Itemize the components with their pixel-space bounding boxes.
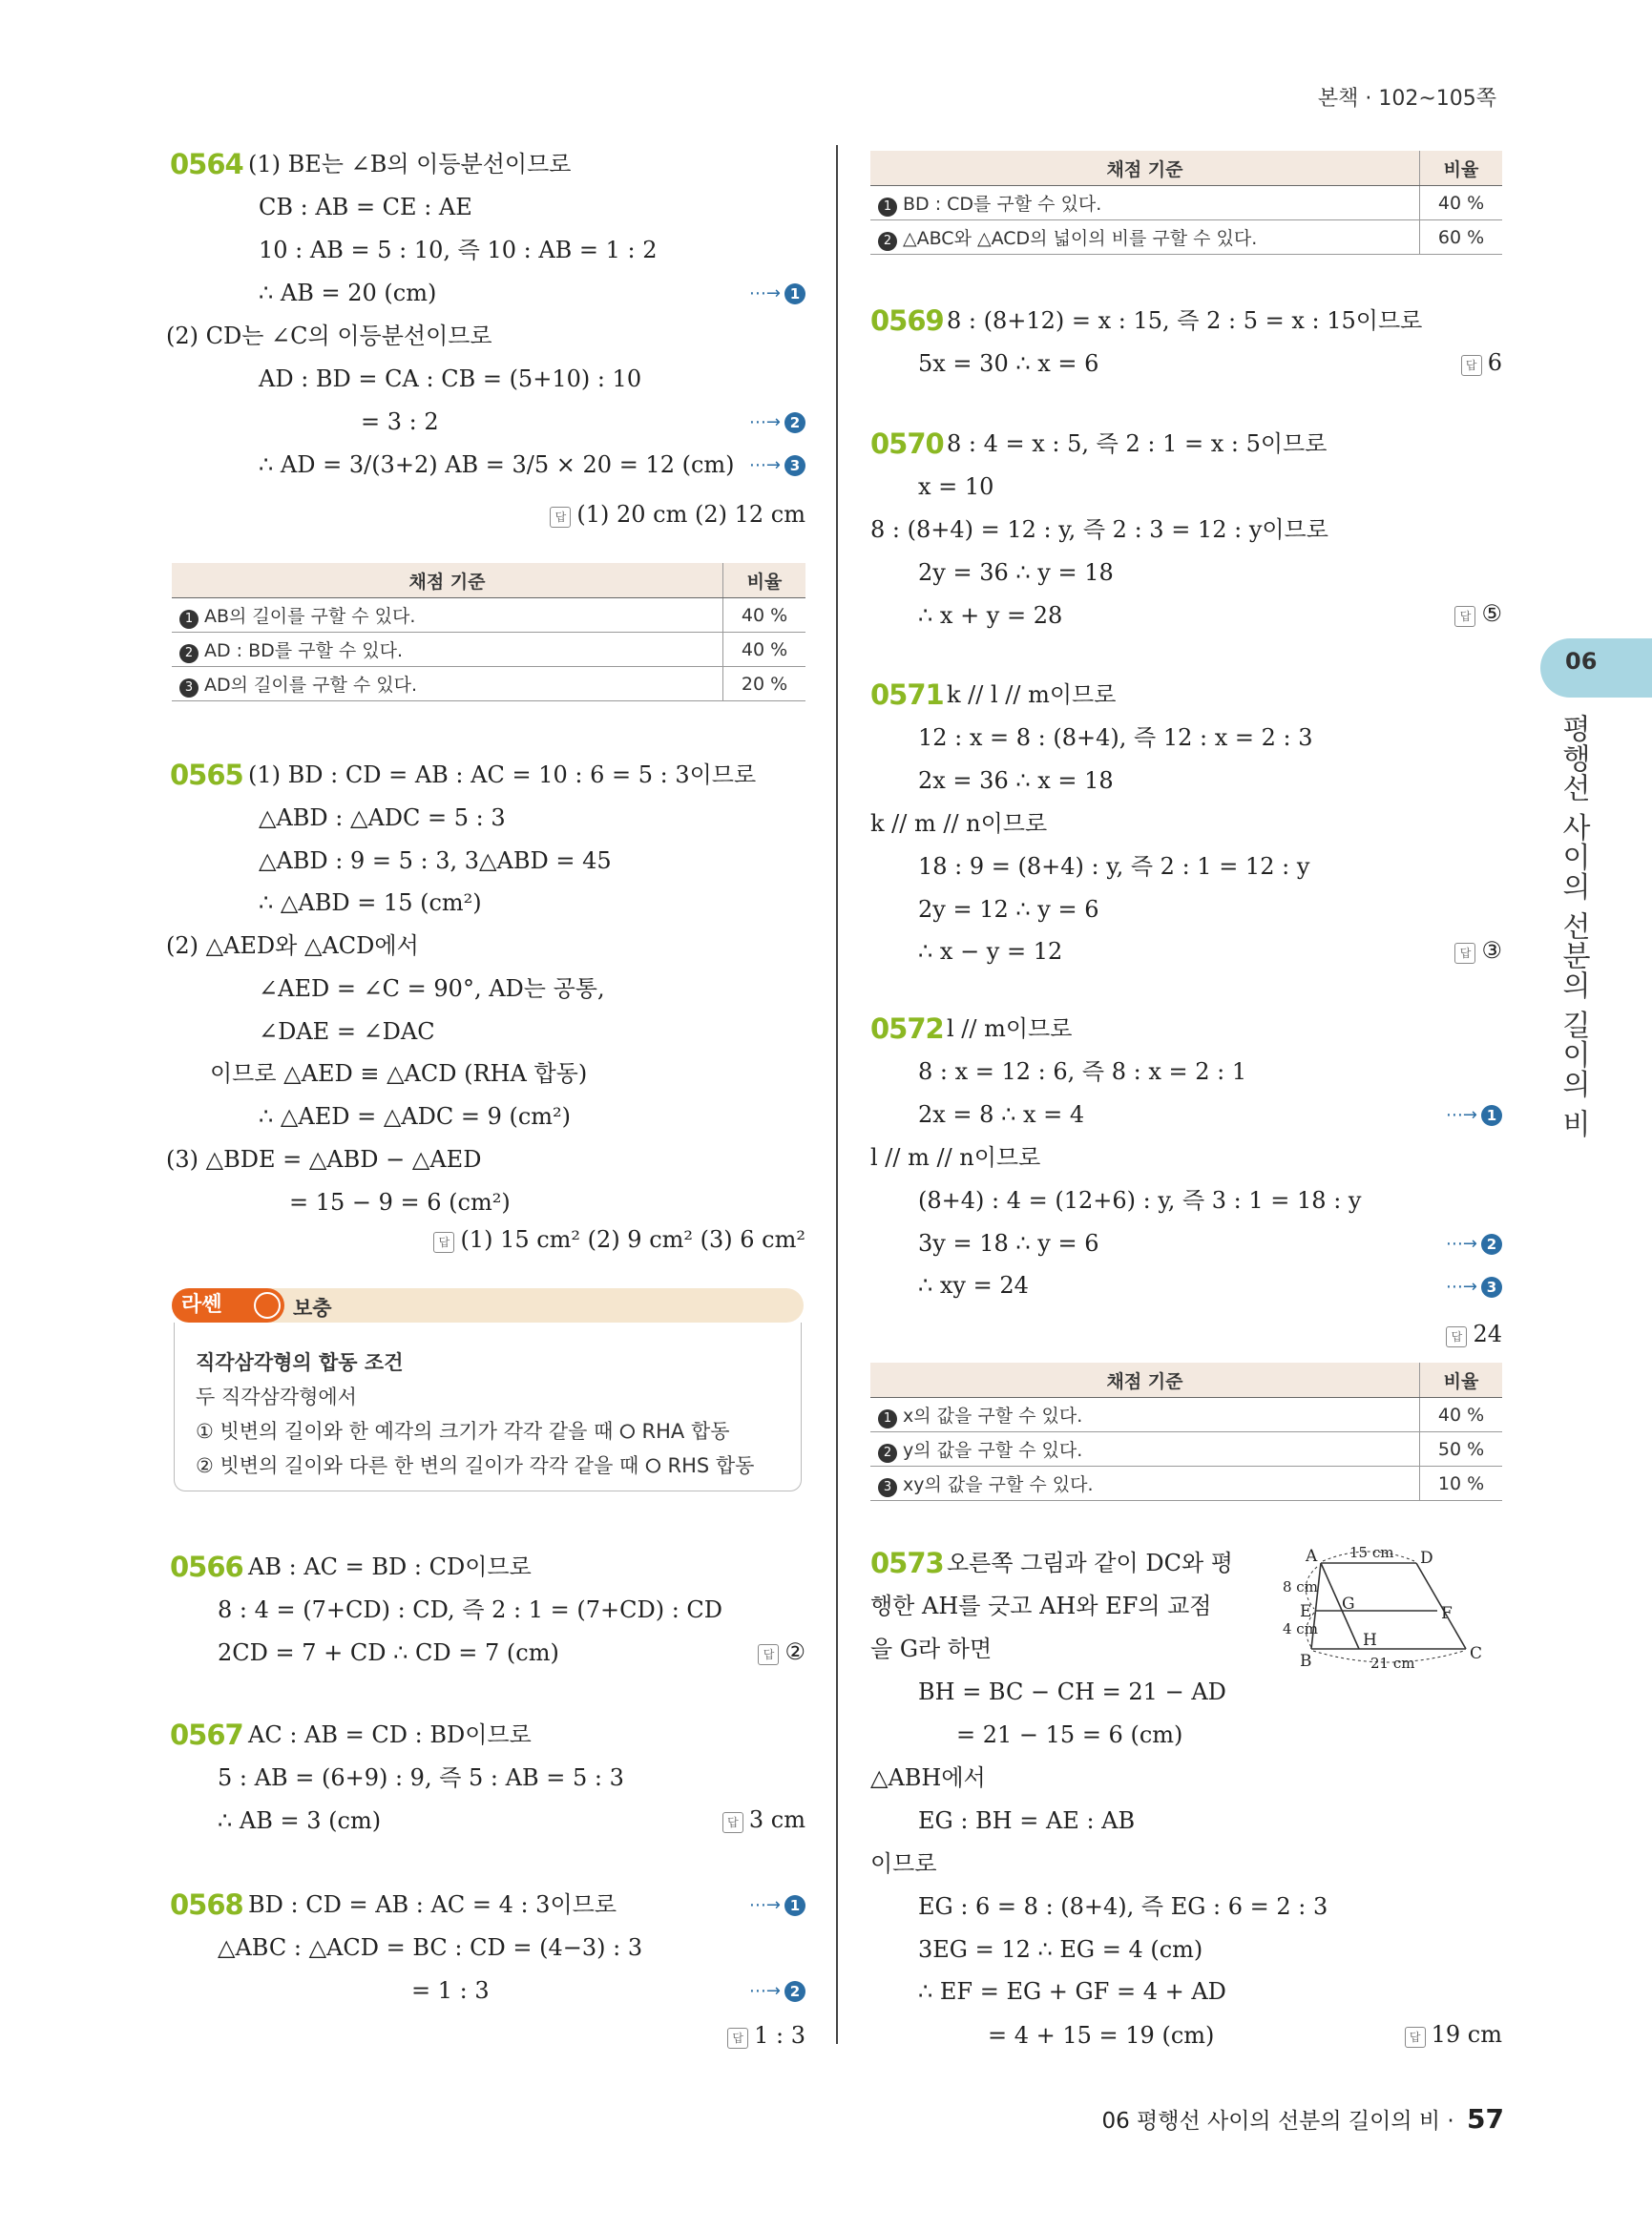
problem-number: 0565 bbox=[170, 759, 243, 791]
supplement-title: 직각삼각형의 합동 조건 bbox=[196, 1351, 404, 1374]
label-g: G bbox=[1342, 1595, 1355, 1614]
solution-line: AC : AB = CD : BD이므로 bbox=[248, 1721, 532, 1748]
solution-line: EG : BH = AE : AB bbox=[918, 1807, 1136, 1834]
solution-line: k // l // m이므로 bbox=[947, 681, 1117, 708]
supplement-body bbox=[174, 1323, 802, 1491]
problem-0571 bbox=[870, 674, 1502, 989]
solution-line: 12 : x = 8 : (8+4), 즉 12 : x = 2 : 3 bbox=[918, 724, 1313, 751]
solution-line: 18 : 9 = (8+4) : y, 즉 2 : 1 = 12 : y bbox=[918, 853, 1310, 880]
solution-line: CB : AB = CE : AE bbox=[259, 194, 472, 220]
solution-line: 2x = 36 ∴ x = 18 bbox=[918, 766, 1114, 794]
table-row: 2 AD : BD를 구할 수 있다. 40 % bbox=[172, 633, 805, 667]
label-bottom: 21 cm bbox=[1370, 1655, 1415, 1672]
answer-icon: 답 bbox=[1461, 355, 1482, 376]
solution-line: (8+4) : 4 = (12+6) : y, 즉 3 : 1 = 18 : y bbox=[918, 1187, 1362, 1214]
step-marker-1: ⋯→ 1 bbox=[749, 1895, 805, 1916]
solution-line: AD : BD = CA : CB = (5+10) : 10 bbox=[259, 365, 642, 392]
supplement-box bbox=[172, 1288, 804, 1496]
solution-line: △ABD : △ADC = 5 : 3 bbox=[259, 804, 506, 831]
solution-line: x = 10 bbox=[918, 473, 994, 500]
table-header: 비율 bbox=[1420, 151, 1503, 186]
solution-line: ∴ △ABD = 15 (cm²) bbox=[259, 889, 482, 917]
solution-line: BH = BC − CH = 21 − AD bbox=[918, 1678, 1226, 1705]
table-row: 2 y의 값을 구할 수 있다. 50 % bbox=[870, 1432, 1502, 1467]
solution-line: 이므로 bbox=[870, 1850, 937, 1877]
left-column-lower bbox=[170, 1546, 805, 2049]
problem-0567 bbox=[170, 1714, 805, 1857]
answer-icon: 답 bbox=[1405, 2027, 1426, 2048]
solution-line: ∠AED = ∠C = 90°, AD는 공통, bbox=[259, 975, 605, 1002]
solution-line: 8 : (8+4) = 12 : y, 즉 2 : 3 = 12 : y이므로 bbox=[870, 516, 1328, 543]
column-divider bbox=[836, 145, 838, 2044]
label-b: B bbox=[1300, 1652, 1312, 1671]
solution-line: 을 G라 하면 bbox=[870, 1635, 993, 1662]
solution-line: 5x = 30 ∴ x = 6 bbox=[918, 350, 1099, 377]
problem-0569 bbox=[870, 300, 1502, 395]
problem-number: 0569 bbox=[870, 304, 944, 337]
solution-line: ∴ xy = 24 bbox=[918, 1272, 1029, 1300]
solution-line: 8 : 4 = x : 5, 즉 2 : 1 = x : 5이므로 bbox=[947, 430, 1328, 457]
solution-line: 10 : AB = 5 : 10, 즉 10 : AB = 1 : 2 bbox=[259, 236, 658, 263]
label-a: A bbox=[1306, 1547, 1318, 1566]
problem-0570 bbox=[870, 423, 1502, 652]
scoring-table-0572 bbox=[870, 1363, 1502, 1501]
answer: 답 3 cm bbox=[722, 1806, 805, 1833]
problem-number: 0570 bbox=[870, 427, 944, 460]
brand-pill: 라쎈 bbox=[172, 1288, 284, 1323]
answer-icon: 답 bbox=[758, 1644, 779, 1665]
table-row: 1 BD : CD를 구할 수 있다. 40 % bbox=[870, 186, 1502, 220]
table-header: 비율 bbox=[723, 563, 806, 598]
solution-line: l // m // n이므로 bbox=[870, 1144, 1041, 1171]
solution-line: 8 : (8+12) = x : 15, 즉 2 : 5 = x : 15이므로 bbox=[947, 307, 1423, 334]
solution-line: 5 : AB = (6+9) : 9, 즉 5 : AB = 5 : 3 bbox=[218, 1764, 624, 1791]
label-c: C bbox=[1470, 1644, 1483, 1663]
solution-line: ∴ EF = EG + GF = 4 + AD bbox=[918, 1978, 1226, 2006]
solution-line: EG : 6 = 8 : (8+4), 즉 EG : 6 = 2 : 3 bbox=[918, 1893, 1328, 1920]
label-e: E bbox=[1300, 1602, 1312, 1621]
solution-line: = 21 − 15 = 6 (cm) bbox=[956, 1721, 1183, 1748]
answer: 답 (1) 15 cm² (2) 9 cm² (3) 6 cm² bbox=[433, 1226, 805, 1253]
answer: 답 ⑤ bbox=[1454, 600, 1502, 627]
solution-line: (1) BE는 ∠B의 이등분선이므로 bbox=[248, 151, 572, 177]
label-eb: 4 cm bbox=[1283, 1620, 1318, 1637]
solution-line: (1) BD : CD = AB : AC = 10 : 6 = 5 : 3이므로 bbox=[248, 761, 757, 788]
table-header: 채점 기준 bbox=[870, 151, 1420, 186]
problem-0573 bbox=[870, 1542, 1502, 2076]
solution-line: k // m // n이므로 bbox=[870, 810, 1048, 837]
step-marker-3: ⋯→ 3 bbox=[749, 455, 805, 476]
footer: 06 평행선 사이의 선분의 길이의 비 · 57 bbox=[1101, 2103, 1504, 2135]
table-header: 비율 bbox=[1420, 1363, 1503, 1398]
step-marker-2: ⋯→ 2 bbox=[1446, 1234, 1502, 1255]
solution-line: BD : CD = AB : AC = 4 : 3이므로 bbox=[248, 1891, 617, 1918]
problem-0566 bbox=[170, 1546, 805, 1708]
scoring-table-0568 bbox=[870, 151, 1502, 255]
table-header: 채점 기준 bbox=[172, 563, 723, 598]
solution-line: △ABH에서 bbox=[870, 1764, 986, 1791]
target-icon bbox=[254, 1292, 281, 1319]
solution-line: 이므로 △AED ≡ △ACD (RHA 합동) bbox=[210, 1060, 588, 1087]
problem-0572 bbox=[870, 1008, 1502, 1504]
label-f: F bbox=[1441, 1604, 1453, 1623]
solution-line: 행한 AH를 긋고 AH와 EF의 교점 bbox=[870, 1593, 1212, 1619]
solution-line: = 15 − 9 = 6 (cm²) bbox=[289, 1189, 511, 1216]
solution-line: = 4 + 15 = 19 (cm) bbox=[988, 2022, 1215, 2049]
problem-number: 0567 bbox=[170, 1719, 243, 1751]
supplement-line: 두 직각삼각형에서 bbox=[196, 1386, 357, 1408]
table-header: 채점 기준 bbox=[870, 1363, 1420, 1398]
solution-line: △ABD : 9 = 5 : 3, 3△ABD = 45 bbox=[259, 846, 612, 874]
problem-number: 0568 bbox=[170, 1888, 243, 1921]
step-marker-1: ⋯→ 1 bbox=[749, 283, 805, 304]
answer: 답 (1) 20 cm (2) 12 cm bbox=[550, 501, 805, 528]
solution-line: ∴ AB = 20 (cm) bbox=[259, 280, 437, 306]
table-row: 3 AD의 길이를 구할 수 있다. 20 % bbox=[172, 667, 805, 701]
problem-number: 0573 bbox=[870, 1547, 944, 1579]
step-marker-1: ⋯→ 1 bbox=[1446, 1105, 1502, 1126]
supplement-line: ① 빗변의 길이와 한 예각의 크기가 각각 같을 때 ⭘ RHA 합동 bbox=[196, 1420, 730, 1443]
solution-line: 3EG = 12 ∴ EG = 4 (cm) bbox=[918, 1935, 1203, 1963]
answer: 답 6 bbox=[1461, 349, 1502, 376]
problem-number: 0571 bbox=[870, 678, 944, 711]
answer: 답 1 : 3 bbox=[727, 2022, 805, 2049]
problem-0564 bbox=[166, 143, 805, 534]
solution-line: 2CD = 7 + CD ∴ CD = 7 (cm) bbox=[218, 1638, 559, 1666]
answer-icon: 답 bbox=[550, 507, 571, 528]
problem-number: 0564 bbox=[170, 148, 243, 180]
solution-line: ∴ △AED = △ADC = 9 (cm²) bbox=[259, 1103, 572, 1130]
answer-icon: 답 bbox=[727, 2028, 748, 2049]
label-ae: 8 cm bbox=[1283, 1578, 1318, 1595]
solution-line: 3y = 18 ∴ y = 6 bbox=[918, 1229, 1099, 1257]
step-marker-2: ⋯→ 2 bbox=[749, 1981, 805, 2002]
label-d: D bbox=[1420, 1549, 1433, 1568]
problem-number: 0572 bbox=[870, 1012, 944, 1045]
trapezoid-figure bbox=[1283, 1542, 1504, 1676]
solution-line: ∴ x + y = 28 bbox=[918, 601, 1063, 629]
solution-line: 2x = 8 ∴ x = 4 bbox=[918, 1100, 1085, 1128]
problem-0565 bbox=[166, 754, 805, 1253]
solution-line: 2y = 36 ∴ y = 18 bbox=[918, 559, 1114, 586]
solution-line: ∠DAE = ∠DAC bbox=[259, 1017, 435, 1045]
table-row: 1 AB의 길이를 구할 수 있다. 40 % bbox=[172, 598, 805, 633]
scoring-table-0564 bbox=[172, 563, 805, 701]
table-row: 1 x의 값을 구할 수 있다. 40 % bbox=[870, 1398, 1502, 1432]
solution-line: 오른쪽 그림과 같이 DC와 평 bbox=[947, 1550, 1233, 1576]
answer: 답 ② bbox=[758, 1638, 805, 1665]
solution-line: 8 : x = 12 : 6, 즉 8 : x = 2 : 1 bbox=[918, 1058, 1247, 1085]
solution-line: (2) △AED와 △ACD에서 bbox=[166, 932, 419, 959]
solution-line: 8 : 4 = (7+CD) : CD, 즉 2 : 1 = (7+CD) : CD bbox=[218, 1596, 723, 1623]
problem-number: 0566 bbox=[170, 1551, 243, 1583]
label-top: 15 cm bbox=[1349, 1544, 1394, 1561]
solution-line: (2) CD는 ∠C의 이등분선이므로 bbox=[166, 323, 492, 349]
solution-line: AB : AC = BD : CD이므로 bbox=[248, 1553, 532, 1580]
page-number: 57 bbox=[1467, 2103, 1504, 2135]
answer: 답 19 cm bbox=[1405, 2021, 1502, 2048]
answer: 답 ③ bbox=[1454, 937, 1502, 964]
chapter-tab: 06 bbox=[1540, 638, 1652, 698]
solution-line: l // m이므로 bbox=[947, 1015, 1073, 1042]
solution-line: (3) △BDE = △ABD − △AED bbox=[166, 1146, 482, 1173]
answer-icon: 답 bbox=[722, 1812, 743, 1833]
solution-line: ∴ AD = 3/(3+2) AB = 3/5 × 20 = 12 (cm) bbox=[259, 451, 735, 478]
step-marker-2: ⋯→ 2 bbox=[749, 412, 805, 433]
solution-line: ∴ AB = 3 (cm) bbox=[218, 1806, 382, 1834]
chapter-title-vertical: 평행선 사이의 선분의 길이의 비 bbox=[1557, 714, 1590, 1139]
footer-chapter: 06 평행선 사이의 선분의 길이의 비 bbox=[1101, 2109, 1441, 2134]
table-row: 3 xy의 값을 구할 수 있다. 10 % bbox=[870, 1467, 1502, 1501]
answer: 답 24 bbox=[1446, 1321, 1502, 1347]
answer-icon: 답 bbox=[433, 1232, 454, 1253]
answer-icon: 답 bbox=[1446, 1326, 1467, 1347]
solution-line: = 1 : 3 bbox=[411, 1977, 490, 2004]
supplement-line: ② 빗변의 길이와 다른 한 변의 길이가 각각 같을 때 ⭘ RHS 합동 bbox=[196, 1454, 755, 1477]
solution-line: 2y = 12 ∴ y = 6 bbox=[918, 895, 1099, 923]
answer-icon: 답 bbox=[1454, 943, 1475, 964]
answer-icon: 답 bbox=[1454, 606, 1475, 627]
supplement-label: 보충 bbox=[293, 1297, 332, 1320]
problem-0568 bbox=[170, 1884, 805, 2065]
solution-line: △ABC : △ACD = BC : CD = (4−3) : 3 bbox=[218, 1934, 643, 1961]
label-h: H bbox=[1363, 1631, 1377, 1650]
step-marker-3: ⋯→ 3 bbox=[1446, 1277, 1502, 1298]
left-column bbox=[166, 143, 805, 1253]
solution-line: ∴ x − y = 12 bbox=[918, 938, 1063, 966]
right-column bbox=[870, 151, 1502, 2049]
table-row: 2 △ABC와 △ACD의 넓이의 비를 구할 수 있다. 60 % bbox=[870, 220, 1502, 255]
solution-line: = 3 : 2 bbox=[361, 408, 439, 435]
page-reference: 본책 · 102~105쪽 bbox=[1317, 87, 1496, 111]
